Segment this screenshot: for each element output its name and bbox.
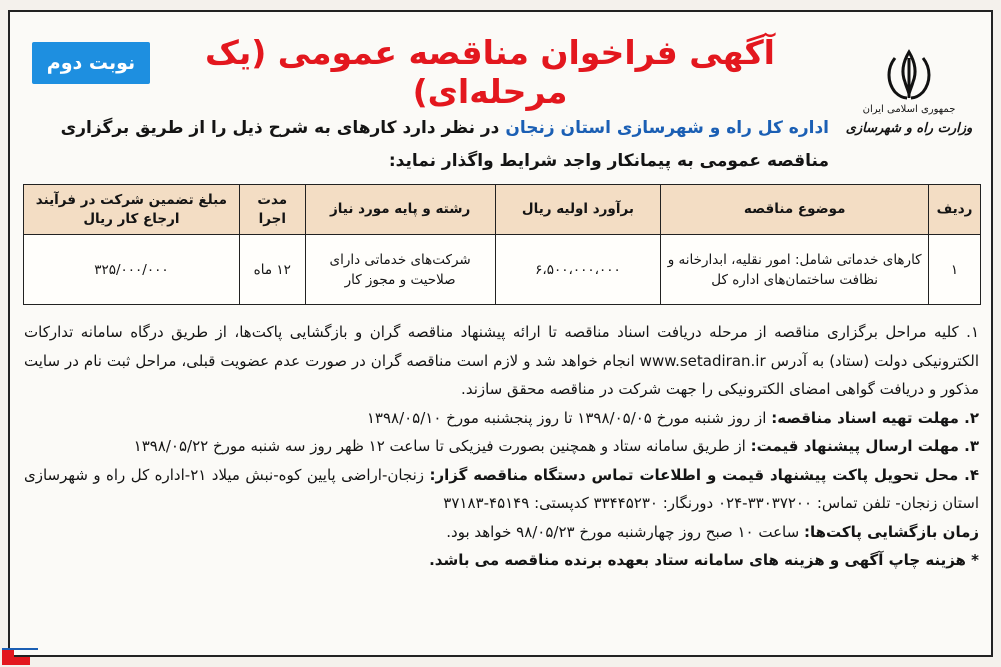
item-4-label: ۴. محل تحویل پاکت پیشنهاد قیمت و اطلاعات تماس دستگاه مناقصه گزار: bbox=[429, 465, 979, 484]
table-header-row bbox=[24, 185, 981, 235]
logo-line-1: جمهوری اسلامی ایران bbox=[862, 104, 956, 115]
opening-time bbox=[24, 518, 979, 547]
item-4-text: زنجان-اراضی پایین کوه-نبش میلاد ۲۱-اداره کل راه و شهرسازی استان زنجان- تلفن تماس: ۳۳۰۳۷۲۰۰-۰۲۴ دورنگار: ۳۳۴۴۵۲۳۰ کدپستی: ۴۵۱۴۹-۳۷۱۸۳ bbox=[24, 465, 979, 512]
notice-body bbox=[24, 318, 979, 575]
cell-guarantee: ۳۲۵/۰۰۰/۰۰۰ bbox=[24, 235, 240, 305]
col-subject-header: موضوع مناقصه bbox=[661, 185, 929, 235]
item-4 bbox=[24, 461, 979, 518]
item-2-label: ۲. مهلت تهیه اسناد مناقصه: bbox=[771, 408, 979, 427]
cost-note: * هزینه چاپ آگهی و هزینه های سامانه ستاد بعهده برنده مناقصه می باشد. bbox=[429, 551, 979, 569]
col-guarantee-header: مبلغ تضمین شرکت در فرآیند ارجاع کار ریال bbox=[24, 185, 240, 235]
round-badge: نوبت دوم bbox=[32, 42, 150, 84]
opening-label: زمان بازگشایی پاکت‌ها: bbox=[803, 522, 979, 541]
cell-estimate: ۶،۵۰۰،۰۰۰،۰۰۰ bbox=[495, 235, 661, 305]
notice-title: آگهی فراخوان مناقصه عمومی (یک مرحله‌ای) bbox=[205, 33, 775, 111]
tender-table bbox=[23, 184, 981, 305]
table-row bbox=[24, 235, 981, 305]
item-3-label: ۳. مهلت ارسال پیشنهاد قیمت: bbox=[750, 437, 979, 455]
col-estimate-header: برآورد اولیه ریال bbox=[495, 185, 661, 235]
ministry-logo bbox=[841, 48, 977, 136]
item-2-text: از روز شنبه مورخ ۱۳۹۸/۰۵/۰۵ تا روز پنجشنبه مورخ ۱۳۹۸/۰۵/۱۰ bbox=[366, 408, 772, 427]
col-duration-header: مدت اجرا bbox=[239, 185, 305, 235]
logo-line-2: وزارت راه و شهرسازی bbox=[845, 121, 973, 136]
item-3-text: از طریق سامانه ستاد و همچنین بصورت فیزیکی تا ساعت ۱۲ ظهر روز سه شنبه مورخ ۱۳۹۸/۰۵/۲۲ bbox=[133, 437, 751, 455]
iran-emblem-icon bbox=[879, 48, 939, 102]
cell-field: شرکت‌های خدماتی دارای صلاحیت و مجوز کار bbox=[305, 235, 495, 305]
intro-paragraph bbox=[29, 112, 829, 178]
corner-decoration-icon bbox=[0, 627, 40, 667]
organization-name: اداره کل راه و شهرسازی استان زنجان bbox=[505, 118, 829, 138]
col-field-header: رشته و پایه مورد نیاز bbox=[305, 185, 495, 235]
item-1: ۱. کلیه مراحل برگزاری مناقصه از مرحله دریافت اسناد مناقصه تا ارائه پیشنهاد مناقصه گران و بازگشایی پاکت‌ها، از طریق درگاه سامانه تدارکات الکترونیکی دولت (ستاد) به آدرس www.setadiran.ir انجام خواهد شد و لازم است مناقصه گران در صورت عدم عضویت قبلی، مراحل ثبت نام در سایت مذکور و دریافت گواهی امضای الکترونیکی را جهت شرکت در مناقصه محقق سازند. bbox=[24, 323, 979, 398]
cell-duration: ۱۲ ماه bbox=[239, 235, 305, 305]
item-2 bbox=[24, 404, 979, 433]
opening-text: ساعت ۱۰ صبح روز چهارشنبه مورخ ۹۸/۰۵/۲۳ خواهد بود. bbox=[446, 522, 804, 541]
intro-text: در نظر دارد کارهای به شرح ذیل را از طریق برگزاری مناقصه عمومی به پیمانکار واجد شرایط واگذار نماید: bbox=[60, 118, 829, 171]
item-3 bbox=[24, 432, 979, 461]
col-row-header: ردیف bbox=[929, 185, 981, 235]
cell-subject: کارهای خدماتی شامل: امور نقلیه، ابدارخانه و نظافت ساختمان‌های اداره کل bbox=[661, 235, 929, 305]
cell-row: ۱ bbox=[929, 235, 981, 305]
